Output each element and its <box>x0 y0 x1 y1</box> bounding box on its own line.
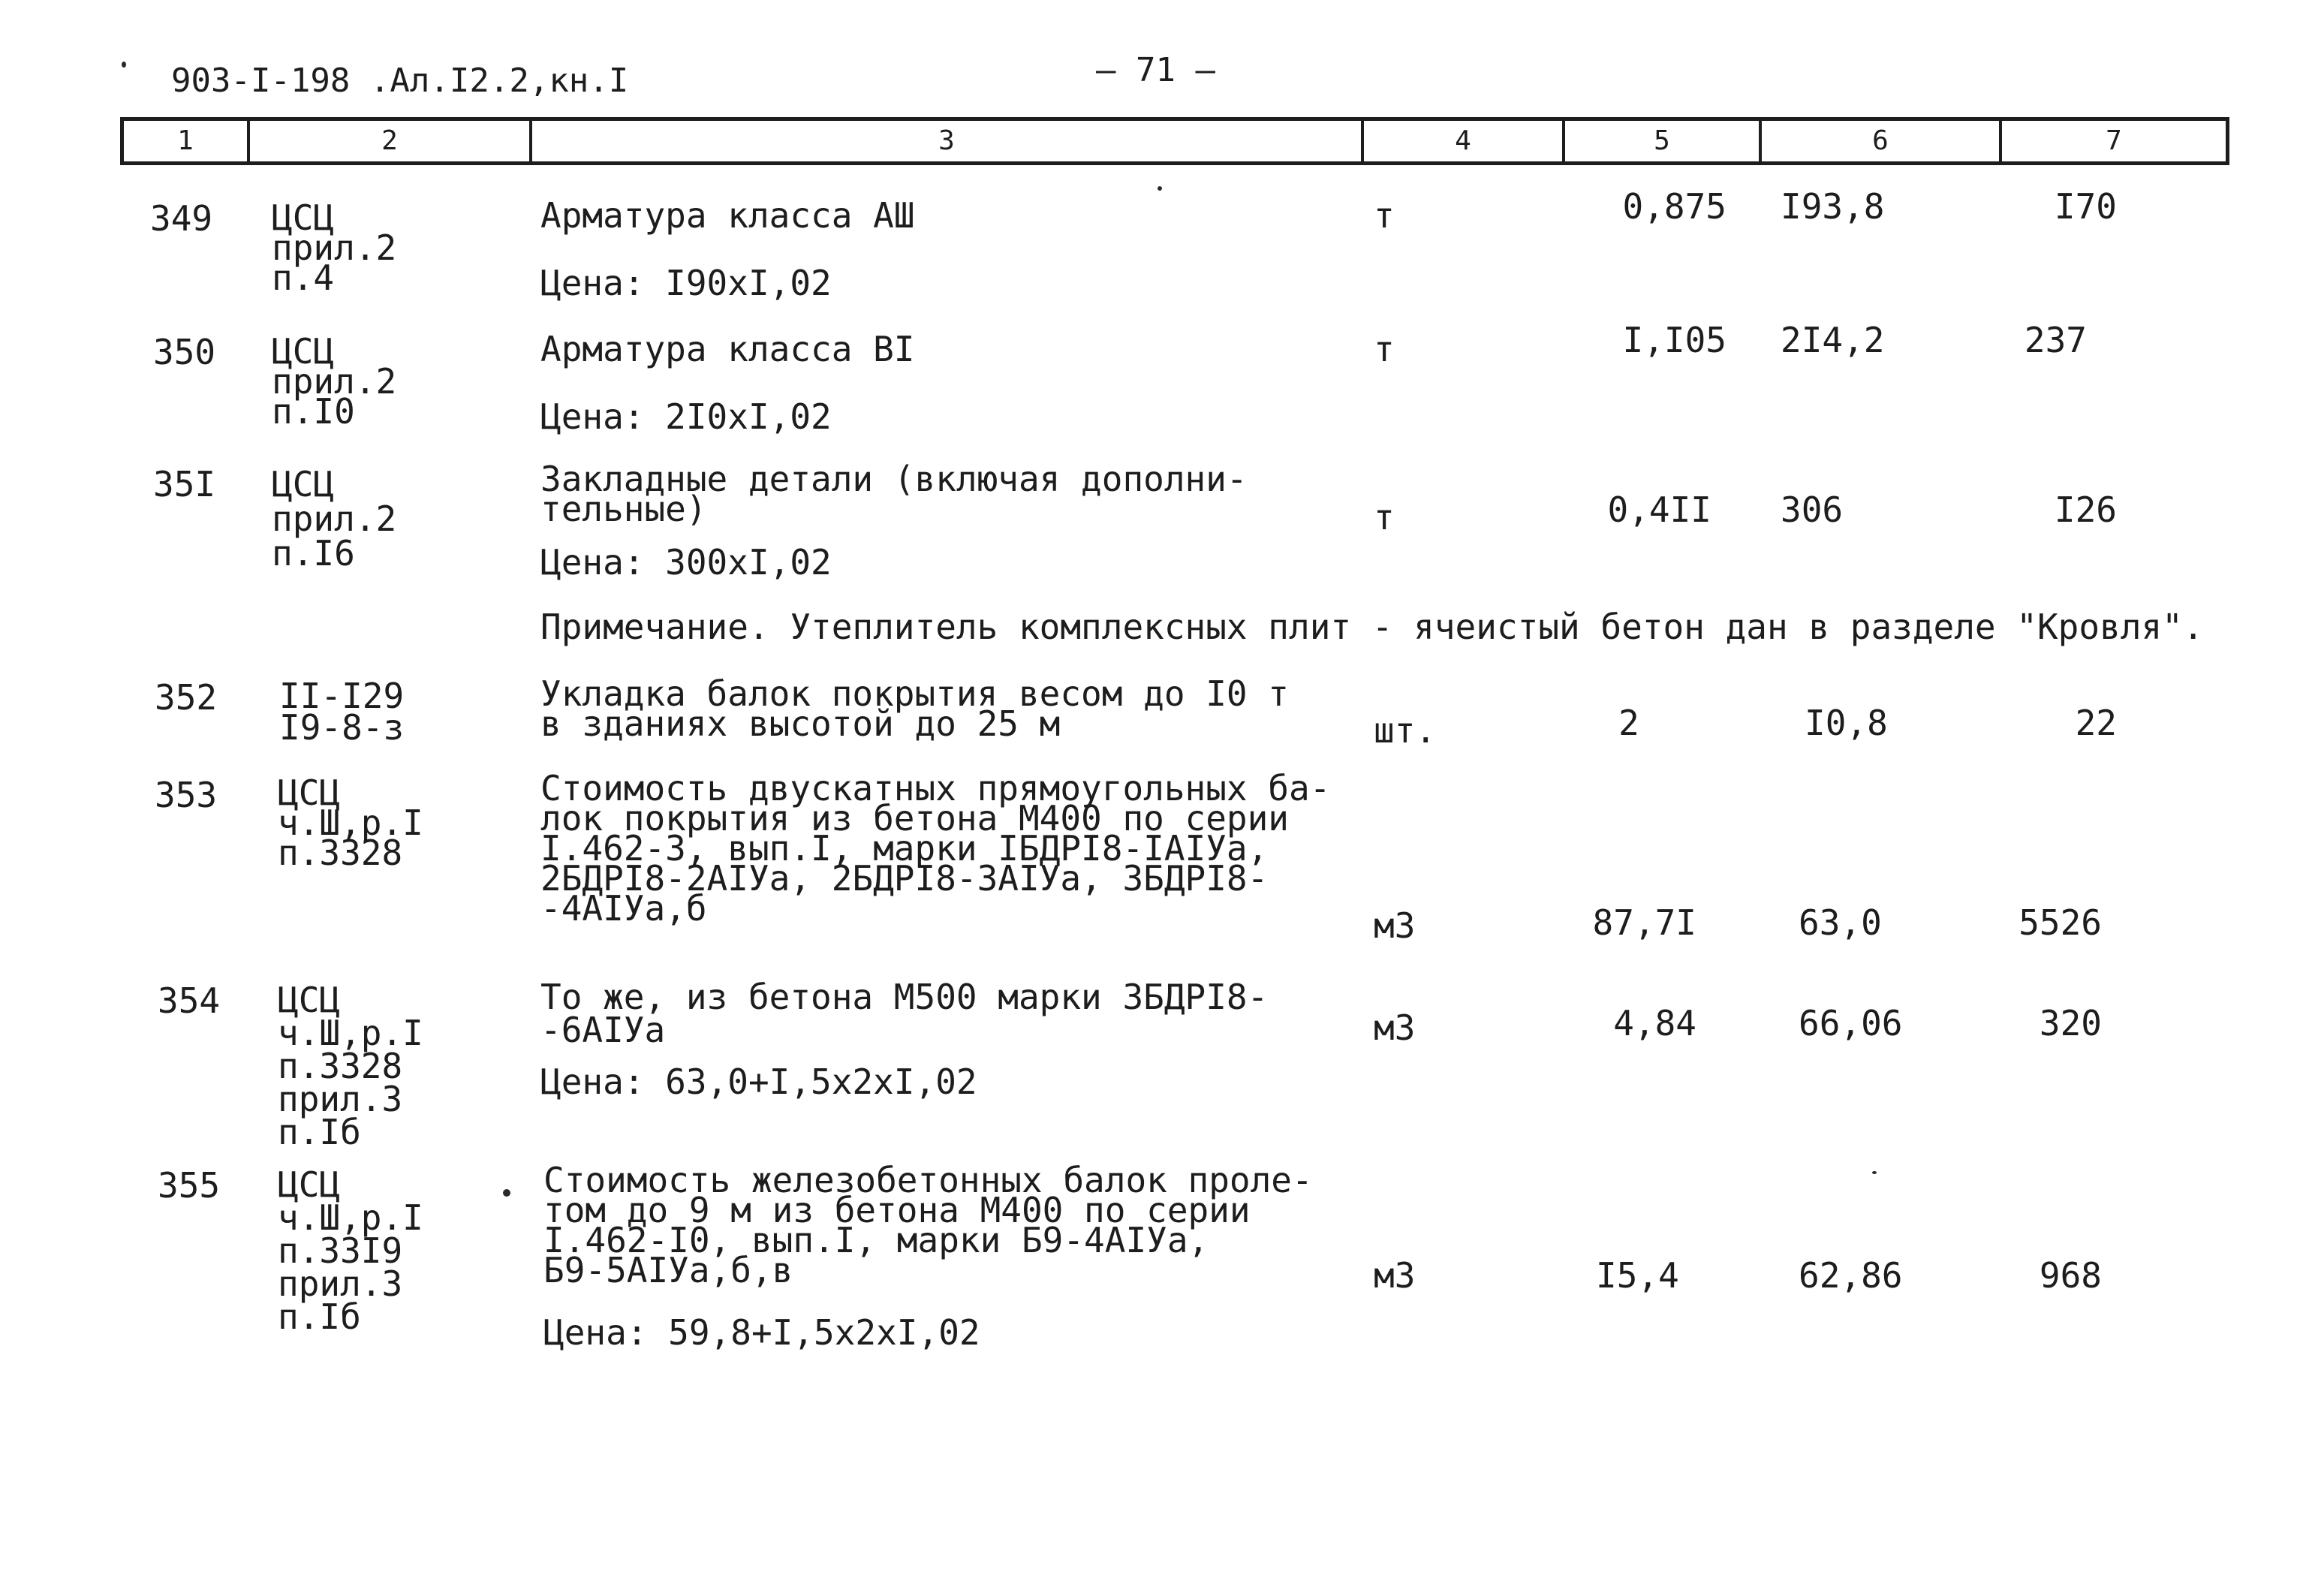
unit-price: 306 <box>1781 489 1844 530</box>
column-header-3: 3 <box>529 121 1361 161</box>
total-cost: I70 <box>2054 186 2117 227</box>
quantity: 87,7I <box>1592 902 1696 943</box>
column-header-6: 6 <box>1759 121 1999 161</box>
total-cost: 22 <box>2075 703 2117 743</box>
column-header-1: 1 <box>177 125 194 156</box>
price-formula: Цена: I90хI,02 <box>540 263 832 303</box>
column-header-5: 5 <box>1562 121 1759 161</box>
item-description: Арматура класса ВI <box>540 329 915 369</box>
quantity: I5,4 <box>1596 1255 1679 1296</box>
scan-speck <box>122 62 126 68</box>
reference-code: ЦСЦ прил.2 п.I6 <box>272 464 397 574</box>
row-number: 353 <box>155 775 218 815</box>
table-header <box>120 117 2229 165</box>
document-code: 903-I-198 .Ал.I2.2,кн.I <box>171 62 629 100</box>
total-cost: 320 <box>2039 1003 2102 1043</box>
total-cost: 237 <box>2024 320 2087 360</box>
column-header-7: 7 <box>1999 121 2226 161</box>
reference-code: ЦСЦ ч.Ш,р.I п.3328 <box>278 772 423 873</box>
reference-code: ЦСЦ ч.Ш,р.I п.3328 прил.3 п.Iб <box>278 980 423 1152</box>
quantity: 0,875 <box>1622 186 1726 227</box>
row-number: 350 <box>153 332 216 372</box>
unit: м3 <box>1374 1007 1416 1048</box>
unit-price: I93,8 <box>1781 186 1885 227</box>
price-formula: Цена: 63,0+I,5х2хI,02 <box>540 1061 977 1102</box>
row-number: 354 <box>158 980 221 1021</box>
reference-code: ЦСЦ ч.Ш,р.I п.33I9 прил.3 п.Iб <box>278 1164 423 1337</box>
unit: т <box>1374 497 1395 538</box>
page-number: — 71 — <box>1096 51 1215 89</box>
quantity: 2 <box>1618 703 1639 743</box>
unit-price: 62,86 <box>1799 1255 1903 1296</box>
item-description: То же, из бетона М500 марки 3БДРI8- -6АIУа <box>540 977 1269 1050</box>
scan-speck <box>1872 1171 1877 1174</box>
row-number: 35I <box>153 464 216 504</box>
price-formula: Цена: 2I0хI,02 <box>540 396 832 437</box>
item-description: Укладка балок покрытия весом до I0 т в зданиях высотой до 25 м <box>540 673 1289 744</box>
quantity: 4,84 <box>1613 1003 1696 1043</box>
unit-price: 66,06 <box>1799 1003 1903 1043</box>
price-formula: Цена: 59,8+I,5х2хI,02 <box>543 1312 980 1353</box>
reference-code: ЦСЦ прил.2 п.4 <box>272 197 397 298</box>
unit: м3 <box>1374 905 1416 946</box>
scan-speck <box>503 1189 510 1197</box>
unit: т <box>1374 195 1395 236</box>
column-header-4: 4 <box>1361 121 1562 161</box>
item-description: Арматура класса АШ <box>540 195 915 236</box>
item-description: Стоимость железобетонных балок проле- том до 9 м из бетона М400 по серии I.462-I0, вып.I, марки Б9-4АIУа, Б9-5АIУа,б,в <box>543 1160 1313 1290</box>
reference-code: II-I29 I9-8-з <box>279 676 405 748</box>
quantity: I,I05 <box>1622 320 1726 360</box>
scan-speck <box>1158 186 1162 191</box>
item-description: Закладные детали (включая дополни- тельные) <box>540 459 1248 529</box>
row-number: 349 <box>150 198 213 239</box>
item-description: Стоимость двускатных прямоугольных ба- лок покрытия из бетона М400 по серии I.462-3, вып.I, марки IБДРI8-IАIУа, 2БДРI8-2АIУа, 2БДРI8-3АIУа, 3БДРI8- -4АIУа,б <box>540 768 1331 929</box>
total-cost: 5526 <box>2019 902 2102 943</box>
unit-price: 2I4,2 <box>1781 320 1885 360</box>
unit-price: I0,8 <box>1805 703 1888 743</box>
column-header-2: 2 <box>247 121 529 161</box>
row-number: 352 <box>155 677 218 718</box>
quantity: 0,4II <box>1607 489 1711 530</box>
unit: т <box>1374 329 1395 369</box>
note-text: Примечание. Утеплитель комплексных плит - ячеистый бетон дан в разделе "Кровля". <box>540 607 2204 647</box>
price-formula: Цена: 300хI,02 <box>540 542 832 583</box>
unit-price: 63,0 <box>1799 902 1882 943</box>
unit: м3 <box>1374 1255 1416 1296</box>
row-number: 355 <box>158 1165 221 1206</box>
total-cost: I26 <box>2054 489 2117 530</box>
reference-code: ЦСЦ прил.2 п.I0 <box>272 331 397 432</box>
unit: шт. <box>1374 710 1437 751</box>
total-cost: 968 <box>2039 1255 2102 1296</box>
